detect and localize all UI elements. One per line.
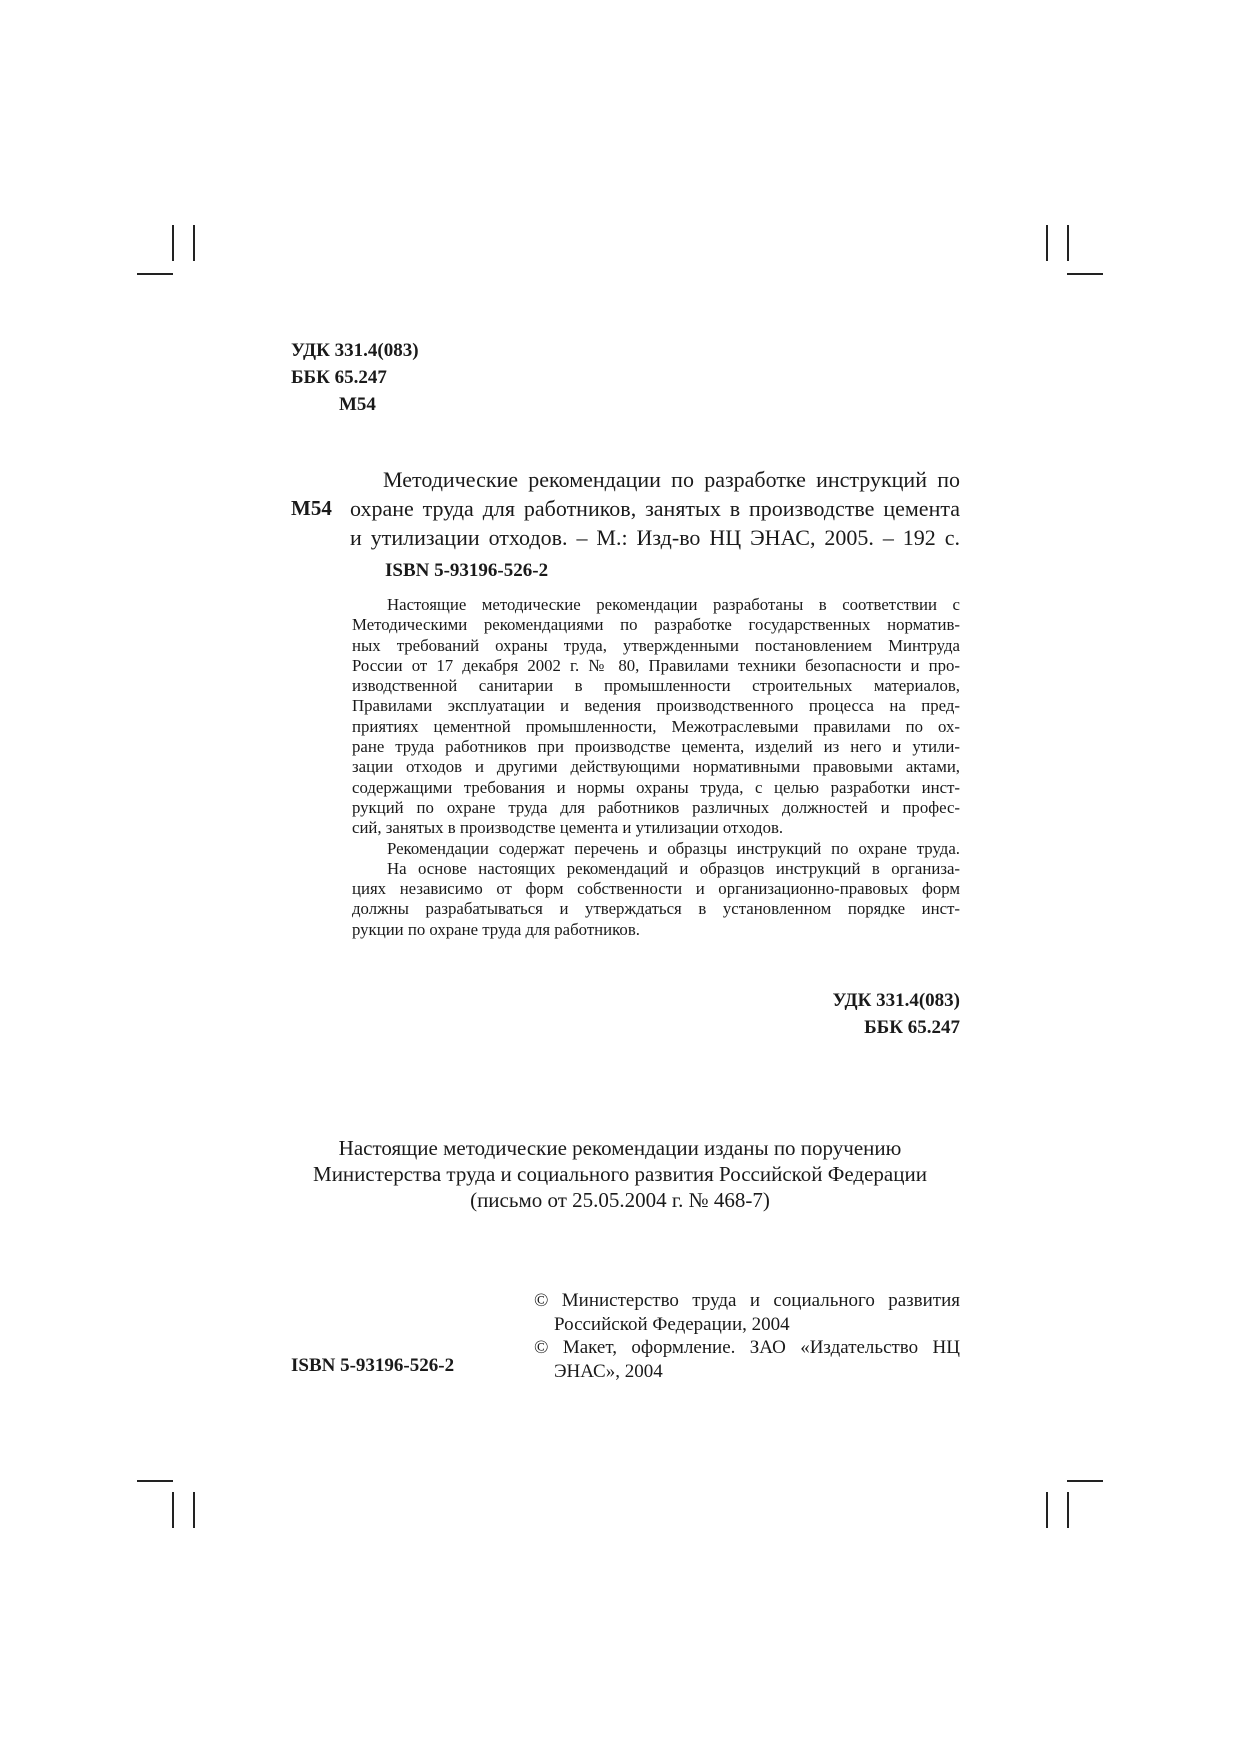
abstract-line: зации отходов и другими действующими нормативными правовыми актами, bbox=[352, 757, 960, 777]
abstract-line: На основе настоящих рекомендаций и образцов инструкций в организа- bbox=[387, 858, 960, 878]
copyright-line: Российской Федерации, 2004 bbox=[554, 1313, 790, 1335]
abstract-line: ных требований охраны труда, утвержденными постановлением Минтруда bbox=[352, 635, 960, 655]
author-mark: М54 bbox=[339, 394, 376, 415]
abstract-line: изводственной санитарии в промышленности строительных материалов, bbox=[352, 676, 960, 696]
udk-code: УДК 331.4(083) bbox=[832, 990, 960, 1011]
title-line: охране труда для работников, занятых в производстве цемента bbox=[350, 496, 960, 521]
abstract bbox=[352, 595, 960, 940]
abstract-line: должны разрабатываться и утверждаться в установленном порядке инст- bbox=[352, 899, 960, 919]
abstract-line: циях независимо от форм собственности и организационно-правовых форм bbox=[352, 879, 960, 899]
isbn-entry: ISBN 5-93196-526-2 bbox=[385, 560, 549, 581]
abstract-line: России от 17 декабря 2002 г. № 80, Правилами техники безопасности и про- bbox=[352, 655, 960, 675]
bibliographic-mark: М54 bbox=[291, 496, 332, 520]
copyright-line: © Министерство труда и социального развития bbox=[534, 1290, 960, 1311]
classification-block bbox=[291, 337, 419, 418]
abstract-line: Настоящие методические рекомендации разработаны в соответствии с bbox=[387, 595, 960, 614]
abstract-line: сий, занятых в производстве цемента и утилизации отходов. bbox=[352, 818, 784, 838]
copyright-line: © Макет, оформление. ЗАО «Издательство НЦ bbox=[534, 1337, 960, 1358]
abstract-line: содержащими требования и нормы охраны труда, с целью разработки инст- bbox=[352, 777, 960, 797]
copyright-block bbox=[534, 1289, 960, 1383]
abstract-line: рукции по охране труда для работников. bbox=[352, 919, 640, 939]
publication-notice bbox=[200, 1135, 1040, 1213]
isbn-bottom: ISBN 5-93196-526-2 bbox=[291, 1355, 455, 1376]
bbk-code: ББК 65.247 bbox=[291, 367, 387, 388]
notice-line: (письмо от 25.05.2004 г. № 468-7) bbox=[470, 1188, 770, 1212]
title-line: и утилизации отходов. – М.: Изд-во НЦ ЭНАС, 2005. – 192 с. bbox=[350, 525, 960, 550]
abstract-line: ране труда работников при производстве цемента, изделий из него и утили- bbox=[352, 737, 960, 757]
bbk-code: ББК 65.247 bbox=[864, 1017, 960, 1038]
notice-line: Настоящие методические рекомендации изданы по поручению bbox=[338, 1136, 902, 1160]
abstract-line: приятиях цементной промышленности, Межотраслевыми правилами по ох- bbox=[352, 716, 960, 736]
bibliographic-title bbox=[350, 465, 960, 552]
copyright-line: ЭНАС», 2004 bbox=[554, 1360, 663, 1382]
notice-line: Министерства труда и социального развития Российской Федерации bbox=[313, 1162, 927, 1186]
abstract-line: Рекомендации содержат перечень и образцы инструкций по охране труда. bbox=[387, 838, 960, 858]
abstract-line: Методическими рекомендациями по разработке государственных норматив- bbox=[352, 615, 960, 635]
title-line: Методические рекомендации по разработке инструкций по bbox=[383, 467, 960, 492]
abstract-line: Правилами эксплуатации и ведения производственного процесса на пред- bbox=[352, 696, 960, 716]
udk-code: УДК 331.4(083) bbox=[291, 340, 419, 361]
classification-right bbox=[760, 987, 960, 1041]
abstract-line: рукций по охране труда для работников различных должностей и профес- bbox=[352, 797, 960, 817]
